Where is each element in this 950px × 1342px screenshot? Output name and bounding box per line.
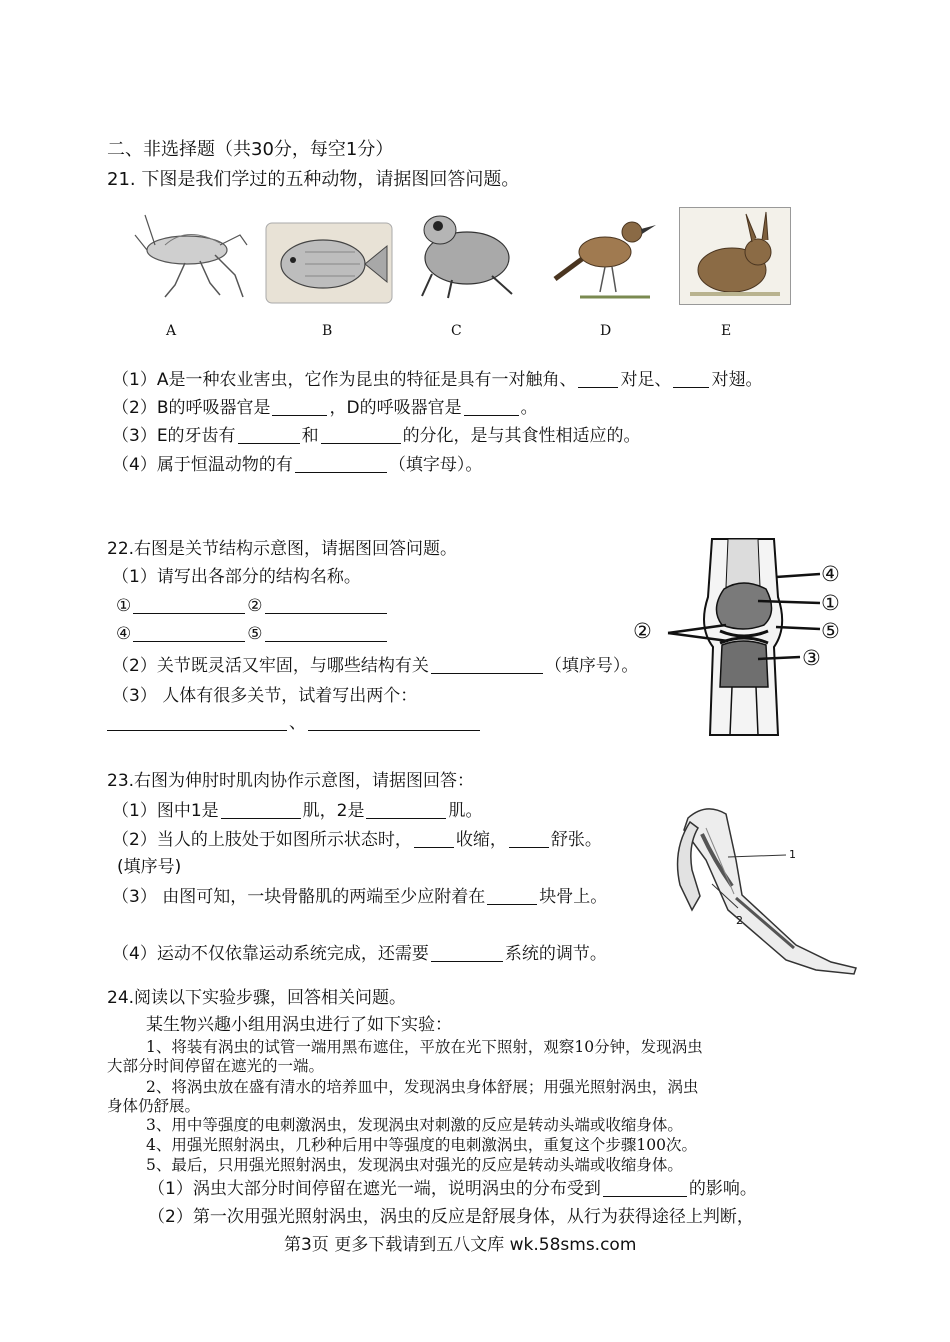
joint-label-3: ③	[802, 646, 821, 670]
q21-part3: （3）E的牙齿有 和 的分化，是与其食性相适应的。	[112, 426, 641, 446]
q22-blanks-row2: ④ ⑤	[116, 623, 389, 645]
q22-part1: （1）请写出各部分的结构名称。	[112, 567, 361, 587]
q24-question2: （2）第一次用强光照射涡虫，涡虫的反应是舒展身体，从行为获得途径上判断，	[148, 1207, 754, 1227]
q21-part4: （4）属于恒温动物的有 （填字母）。	[112, 455, 483, 475]
section-title: 二、非选择题（共30分，每空1分）	[107, 139, 394, 160]
frog-icon	[412, 208, 520, 300]
label-b: B	[322, 323, 333, 339]
q24-step1b: 大部分时间停留在遮光的一端。	[107, 1057, 325, 1075]
q24-stem: 24.阅读以下实验步骤，回答相关问题。	[107, 988, 407, 1008]
label-e: E	[721, 323, 732, 339]
bird-icon	[550, 207, 662, 305]
q24-step2a: 2、将涡虫放在盛有清水的培养皿中，发现涡虫身体舒展；用强光照射涡虫，涡虫	[146, 1078, 699, 1096]
q22-answer-line: 、	[105, 712, 482, 734]
q24-step1a: 1、将装有涡虫的试管一端用黑布遮住，平放在光下照射，观察10分钟，发现涡虫	[146, 1038, 703, 1056]
arm-label-1: 1	[789, 848, 796, 861]
joint-label-1: ①	[821, 591, 840, 615]
q24-step4: 4、用强光照射涡虫，几秒种后用中等强度的电刺激涡虫，重复这个步骤100次。	[146, 1136, 697, 1154]
q21-part2: （2）B的呼吸器官是 ，D的呼吸器官是 。	[112, 398, 538, 418]
q22-blanks-row1: ① ②	[116, 595, 389, 617]
arm-label-2: 2	[736, 914, 743, 927]
label-d: D	[600, 323, 612, 339]
q23-part3: （3） 由图可知，一块骨骼肌的两端至少应附着在 块骨上。	[112, 887, 608, 907]
joint-label-5: ⑤	[821, 619, 840, 643]
q22-part3: （3） 人体有很多关节，试着写出两个：	[112, 686, 418, 706]
joint-label-2: ②	[633, 619, 652, 643]
q21-stem: 21. 下图是我们学过的五种动物，请据图回答问题。	[107, 169, 520, 190]
q23-stem: 23.右图为伸肘时肌肉协作示意图，请据图回答：	[107, 771, 475, 791]
label-c: C	[451, 323, 462, 339]
rabbit-icon	[679, 207, 791, 305]
q21-part1: （1）A是一种农业害虫，它作为昆虫的特征是具有一对触角、 对足、 对翅。	[112, 370, 763, 390]
q23-part1: （1）图中1是 肌，2是 肌。	[112, 801, 483, 821]
arm-muscle-diagram	[666, 800, 866, 975]
grasshopper-icon	[125, 205, 250, 305]
fish-icon	[265, 222, 393, 304]
q23-part2: （2）当人的上肢处于如图所示状态时， 收缩， 舒张。	[112, 830, 602, 850]
q24-step3: 3、用中等强度的电刺激涡虫，发现涡虫对刺激的反应是转动头端或收缩身体。	[146, 1116, 683, 1134]
label-a: A	[166, 323, 177, 339]
q24-step2b: 身体仍舒展。	[107, 1097, 201, 1115]
q24-question1: （1）涡虫大部分时间停留在遮光一端，说明涡虫的分布受到 的影响。	[148, 1179, 757, 1199]
joint-label-4: ④	[821, 562, 840, 586]
q23-part2-note: (填序号)	[117, 857, 182, 877]
page-footer: 第3页 更多下载请到五八文库 wk.58sms.com	[284, 1235, 637, 1255]
q22-part2: （2）关节既灵活又牢固，与哪些结构有关 （填序号）。	[112, 656, 639, 676]
q24-intro: 某生物兴趣小组用涡虫进行了如下实验：	[146, 1015, 452, 1035]
q23-part4: （4）运动不仅依靠运动系统完成，还需要 系统的调节。	[112, 944, 607, 964]
joint-diagram	[628, 537, 850, 737]
q24-step5: 5、最后，只用强光照射涡虫，发现涡虫对强光的反应是转动头端或收缩身体。	[146, 1156, 683, 1174]
q22-stem: 22.右图是关节结构示意图，请据图回答问题。	[107, 539, 458, 559]
